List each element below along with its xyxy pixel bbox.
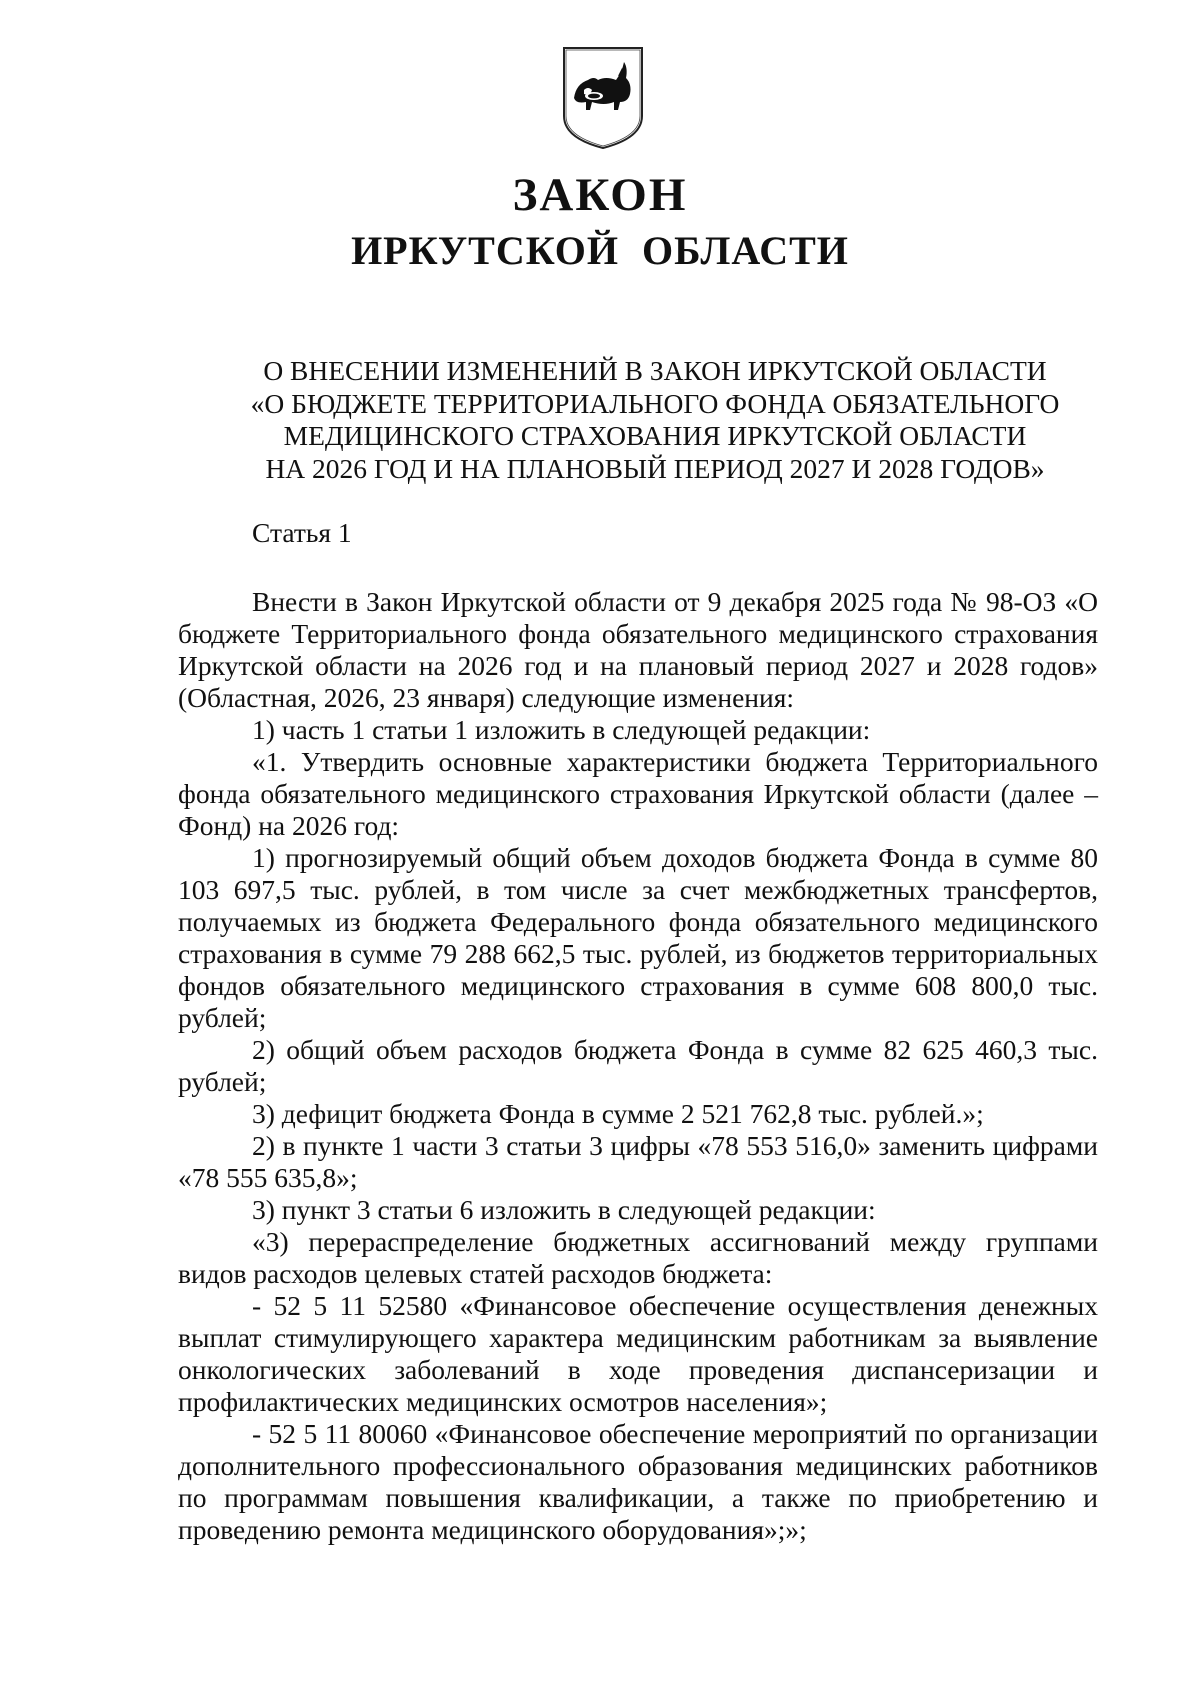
law-title-line: НА 2026 ГОД И НА ПЛАНОВЫЙ ПЕРИОД 2027 И 2028 ГОДОВ»	[265, 452, 1045, 484]
law-title-line: О ВНЕСЕНИИ ИЗМЕНЕНИЙ В ЗАКОН ИРКУТСКОЙ ОБЛАСТИ	[263, 355, 1047, 386]
paragraph: Внести в Закон Иркутской области от 9 декабря 2025 года № 98-ОЗ «О бюджете Территориального фонда обязательного медицинского страхования Иркутской области на 2026 год и на плановый период 2027 и 2028 годов» (Областная, 2026, 23 января) следующие изменения:	[178, 586, 1098, 713]
paragraph: 3) пункт 3 статьи 6 изложить в следующей редакции:	[252, 1194, 876, 1225]
law-title-line: МЕДИЦИНСКОГО СТРАХОВАНИЯ ИРКУТСКОЙ ОБЛАСТИ	[283, 420, 1027, 451]
paragraph: 1) часть 1 статьи 1 изложить в следующей редакции:	[252, 714, 871, 745]
paragraph: 1) прогнозируемый общий объем доходов бюджета Фонда в сумме 80 103 697,5 тыс. рублей, в том числе за счет межбюджетных трансфертов, получаемых из бюджета Федерального фонда обязательного медицинского страхования в сумме 79 288 662,5 тыс. рублей, из бюджетов территориальных фондов обязательного медицинского страхования в сумме 608 800,0 тыс. рублей;	[178, 842, 1098, 1033]
document-body	[178, 586, 1098, 1546]
law-title-line: «О БЮДЖЕТЕ ТЕРРИТОРИАЛЬНОГО ФОНДА ОБЯЗАТЕЛЬНОГО	[250, 387, 1060, 419]
paragraph: «1. Утвердить основные характеристики бюджета Территориального фонда обязательного медицинского страхования Иркутской области (далее – Фонд) на 2026 год:	[178, 746, 1098, 841]
coat-of-arms	[562, 46, 644, 150]
paragraph: - 52 5 11 80060 «Финансовое обеспечение мероприятий по организации дополнительного профессионального образования медицинских работников по программам повышения квалификации, а также по приобретению и проведению ремонта медицинского оборудования»;»;	[178, 1418, 1098, 1545]
paragraph: «3) перераспределение бюджетных ассигнований между группами видов расходов целевых статей расходов бюджета:	[178, 1226, 1098, 1289]
article-label: Статья 1	[252, 517, 352, 548]
irkutsk-coat-of-arms-icon	[562, 46, 644, 150]
paragraph: 2) в пункте 1 части 3 статьи 3 цифры «78 553 516,0» заменить цифрами «78 555 635,8»;	[178, 1130, 1098, 1193]
region-heading: ИРКУТСКОЙ ОБЛАСТИ	[351, 228, 849, 273]
paragraph: 2) общий объем расходов бюджета Фонда в сумме 82 625 460,3 тыс. рублей;	[178, 1034, 1098, 1097]
paragraph: 3) дефицит бюджета Фонда в сумме 2 521 762,8 тыс. рублей.»;	[252, 1098, 984, 1129]
document-type-heading: ЗАКОН	[512, 169, 688, 221]
paragraph: - 52 5 11 52580 «Финансовое обеспечение осуществления денежных выплат стимулирующего характера медицинским работникам за выявление онкологических заболеваний в ходе проведения диспансеризации и профилактических медицинских осмотров населения»;	[178, 1290, 1098, 1417]
law-title	[160, 355, 1150, 485]
